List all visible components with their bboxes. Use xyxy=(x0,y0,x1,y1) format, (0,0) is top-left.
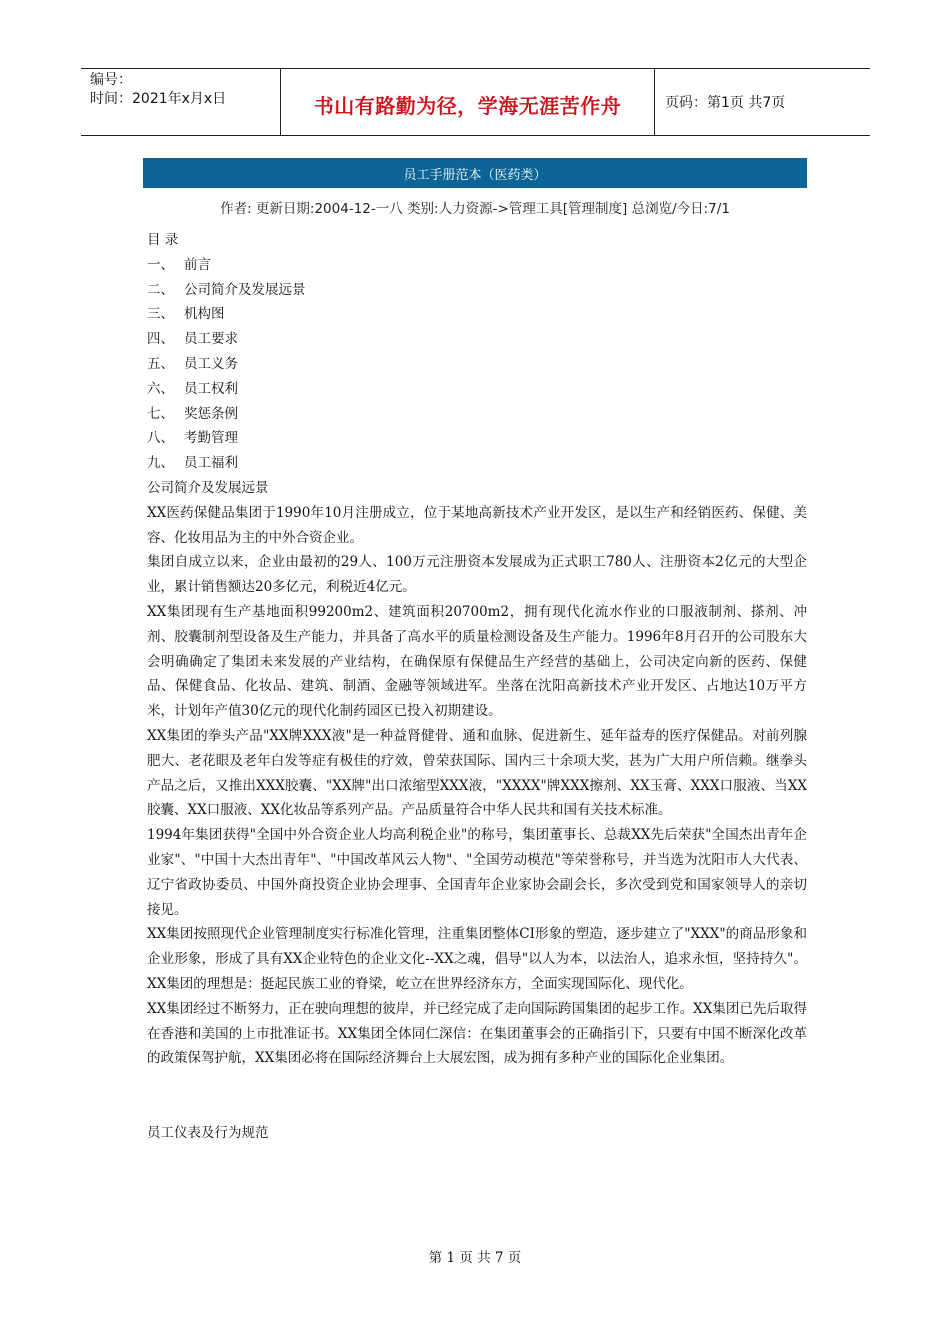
toc-item xyxy=(147,402,807,427)
toc-item xyxy=(147,327,807,352)
toc-heading: 目 录 xyxy=(147,232,179,248)
toc-item xyxy=(147,352,807,377)
slogan-text: 书山有路勤为径，学海无涯苦作舟 xyxy=(313,93,622,118)
toc-item-number: 二、 xyxy=(147,281,174,298)
toc-item xyxy=(147,377,807,402)
body-paragraph: XX集团现有生产基地面积99200m2、建筑面积20700m2，拥有现代化流水作业的口服液制剂、搽剂、冲剂、胶囊制剂型设备及生产能力，并具备了高水平的质量检测设备及生产能力。1996年8月召开的公司股东大会明确确定了集团未来发展的产业结构，在确保原有保健品生产经营的基础上，公司决定向新的医药、保健品、保健食品、化妆品、建筑、制酒、金融等领域进军。坐落在沈阳高新技术产业开发区、占地达10万平方米，计划年产值30亿元的现代化制药园区已投入初期建设。 xyxy=(147,603,807,720)
page-footer: 第 1 页 共 7 页 xyxy=(428,1250,522,1266)
body-paragraph: XX集团经过不断努力，正在驶向理想的彼岸，并已经完成了走向国际跨国集团的起步工作。XX集团已先后取得在香港和美国的上市批准证书。XX集团全体同仁深信：在集团董事会的正确指引下，只要有中国不断深化改革的政策保驾护航，XX集团必将在国际经济舞台上大展宏图，成为拥有多种产业的国际化企业集团。 xyxy=(147,1000,807,1067)
toc-item xyxy=(147,302,807,327)
toc-item-label: 员工福利 xyxy=(184,455,238,472)
toc-item-label: 前言 xyxy=(184,256,211,273)
body-paragraph: 集团自成立以来，企业由最初的29人、100万元注册资本发展成为正式职工780人、注册资本2亿元的大型企业，累计销售额达20多亿元，利税近4亿元。 xyxy=(147,554,807,596)
toc-item-label: 奖惩条例 xyxy=(184,405,238,422)
toc-item-number: 三、 xyxy=(147,306,174,323)
body-paragraph: 1994年集团获得"全国中外合资企业人均高利税企业"的称号，集团董事长、总裁XX先后荣获"全国杰出青年企业家"、"中国十大杰出青年"、"中国改革风云人物"、"全国劳动模范"等荣誉称号，并当选为沈阳市人大代表、辽宁省政协委员、中国外商投资企业协会理事、全国青年企业家协会副会长，多次受到党和国家领导人的亲切接见。 xyxy=(147,827,807,918)
toc-item-label: 员工义务 xyxy=(184,355,238,372)
toc-item xyxy=(147,278,807,303)
toc-item-label: 机构图 xyxy=(184,306,225,323)
toc-item xyxy=(147,451,807,476)
section-heading: 公司简介及发展远景 xyxy=(147,479,269,496)
section-spacer xyxy=(147,1071,807,1121)
toc-item-number: 四、 xyxy=(147,331,174,348)
document-title: 员工手册范本（医药类） xyxy=(403,167,547,183)
section-heading: 员工仪表及行为规范 xyxy=(147,1125,269,1142)
toc-item-number: 六、 xyxy=(147,380,174,397)
number-label: 编号： xyxy=(90,72,132,88)
body-paragraph: XX集团按照现代企业管理制度实行标准化管理，注重集团整体CI形象的塑造，逐步建立了"XXX"的商品形象和企业形象，形成了具有XX企业特色的企业文化--XX之魂，倡导"以人为本，以法治人，追求永恒，坚持持久"。 XX集团的理想是：挺起民族工业的脊梁，屹立在世界经济东方，全面实现国际化、现代化。 xyxy=(147,926,807,992)
toc-item-label: 公司简介及发展远景 xyxy=(184,281,306,298)
toc-item-number: 八、 xyxy=(147,430,174,447)
body-paragraph: XX集团的拳头产品"XX牌XXX液"是一种益肾健骨、通和血脉、促进新生、延年益寿的医疗保健品。对前列腺肥大、老花眼及老年白发等症有极佳的疗效，曾荣获国际、国内三十余项大奖，甚为广大用户所信赖。继拳头产品之后，又推出XXX胶囊、"XX牌"出口浓缩型XXX液，"XXXX"牌XXX擦剂、XX玉膏、XXX口服液、当XX胶囊、XX口服液、XX化妆品等系列产品。产品质量符合中华人民共和国有关技术标准。 xyxy=(147,727,807,819)
toc-item xyxy=(147,426,807,451)
document-body xyxy=(147,228,807,1146)
toc-item-number: 五、 xyxy=(147,355,174,372)
body-paragraph: XX医药保健品集团于1990年10月注册成立，位于某地高新技术产业开发区，是以生产和经销医药、保健、美容、化妆用品为主的中外合资企业。 xyxy=(147,504,807,546)
header-slogan-cell xyxy=(281,69,655,135)
header-info-cell xyxy=(81,69,281,135)
time-label: 时间：2021年x月x日 xyxy=(90,91,227,107)
toc-item-number: 九、 xyxy=(147,455,174,472)
header-page-cell xyxy=(655,69,870,135)
toc-item-number: 七、 xyxy=(147,405,174,422)
toc-item-label: 员工要求 xyxy=(184,331,238,348)
toc-list xyxy=(147,253,807,476)
document-meta: 作者: 更新日期:2004-12-一八 类别:人力资源->管理工具[管理制度] 总浏览/今日:7/1 xyxy=(220,201,730,217)
page-label: 页码：第1页 共7页 xyxy=(665,95,786,111)
document-title-bar xyxy=(143,158,807,188)
toc-item xyxy=(147,253,807,278)
document-header-table xyxy=(81,68,870,136)
toc-item-label: 考勤管理 xyxy=(184,430,238,447)
toc-item-number: 一、 xyxy=(147,256,174,273)
toc-item-label: 员工权利 xyxy=(184,380,238,397)
